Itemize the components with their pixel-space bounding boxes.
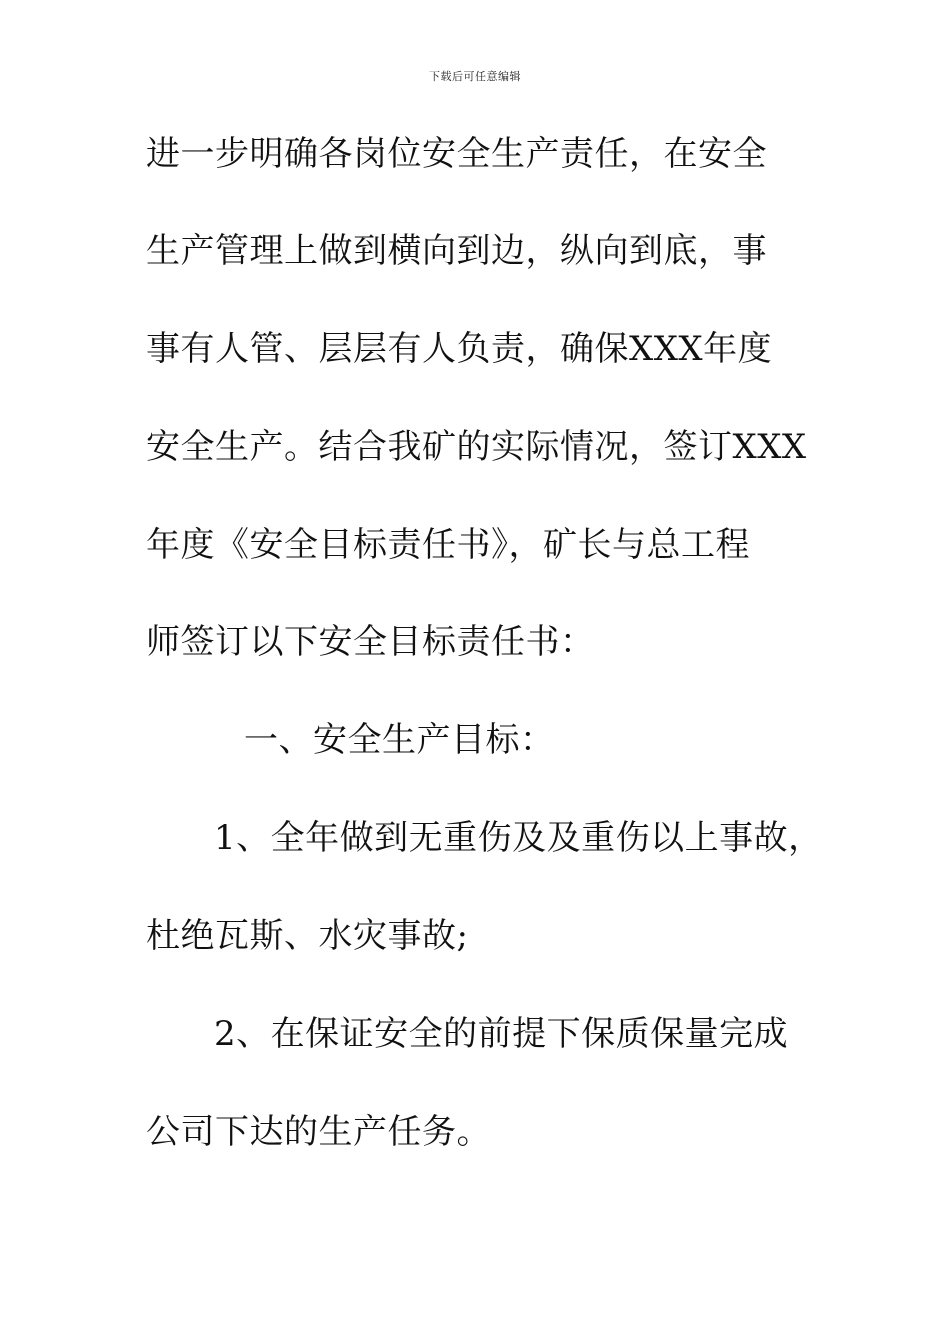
body-line: 生产管理上做到横向到边，纵向到底，事 — [146, 231, 767, 271]
section-heading: 一、安全生产目标： — [244, 720, 555, 760]
list-item-2: 2、在保证安全的前提下保质保量完成 — [214, 1014, 789, 1054]
body-line: 师签订以下安全目标责任书： — [146, 622, 595, 662]
header-note: 下载后可任意编辑 — [429, 70, 521, 83]
list-item-2-continued: 公司下达的生产任务。 — [146, 1112, 491, 1152]
body-line: 进一步明确各岗位安全生产责任，在安全 — [146, 134, 767, 174]
list-item-1-continued: 杜绝瓦斯、水灾事故; — [146, 916, 469, 956]
list-item-1: 1、全年做到无重伤及及重伤以上事故， — [214, 818, 823, 858]
body-line: 事有人管、层层有人负责，确保XXX年度 — [146, 329, 773, 369]
body-line: 年度《安全目标责任书》，矿长与总工程 — [146, 525, 750, 565]
body-line: 安全生产。结合我矿的实际情况，签订XXX — [146, 427, 807, 467]
